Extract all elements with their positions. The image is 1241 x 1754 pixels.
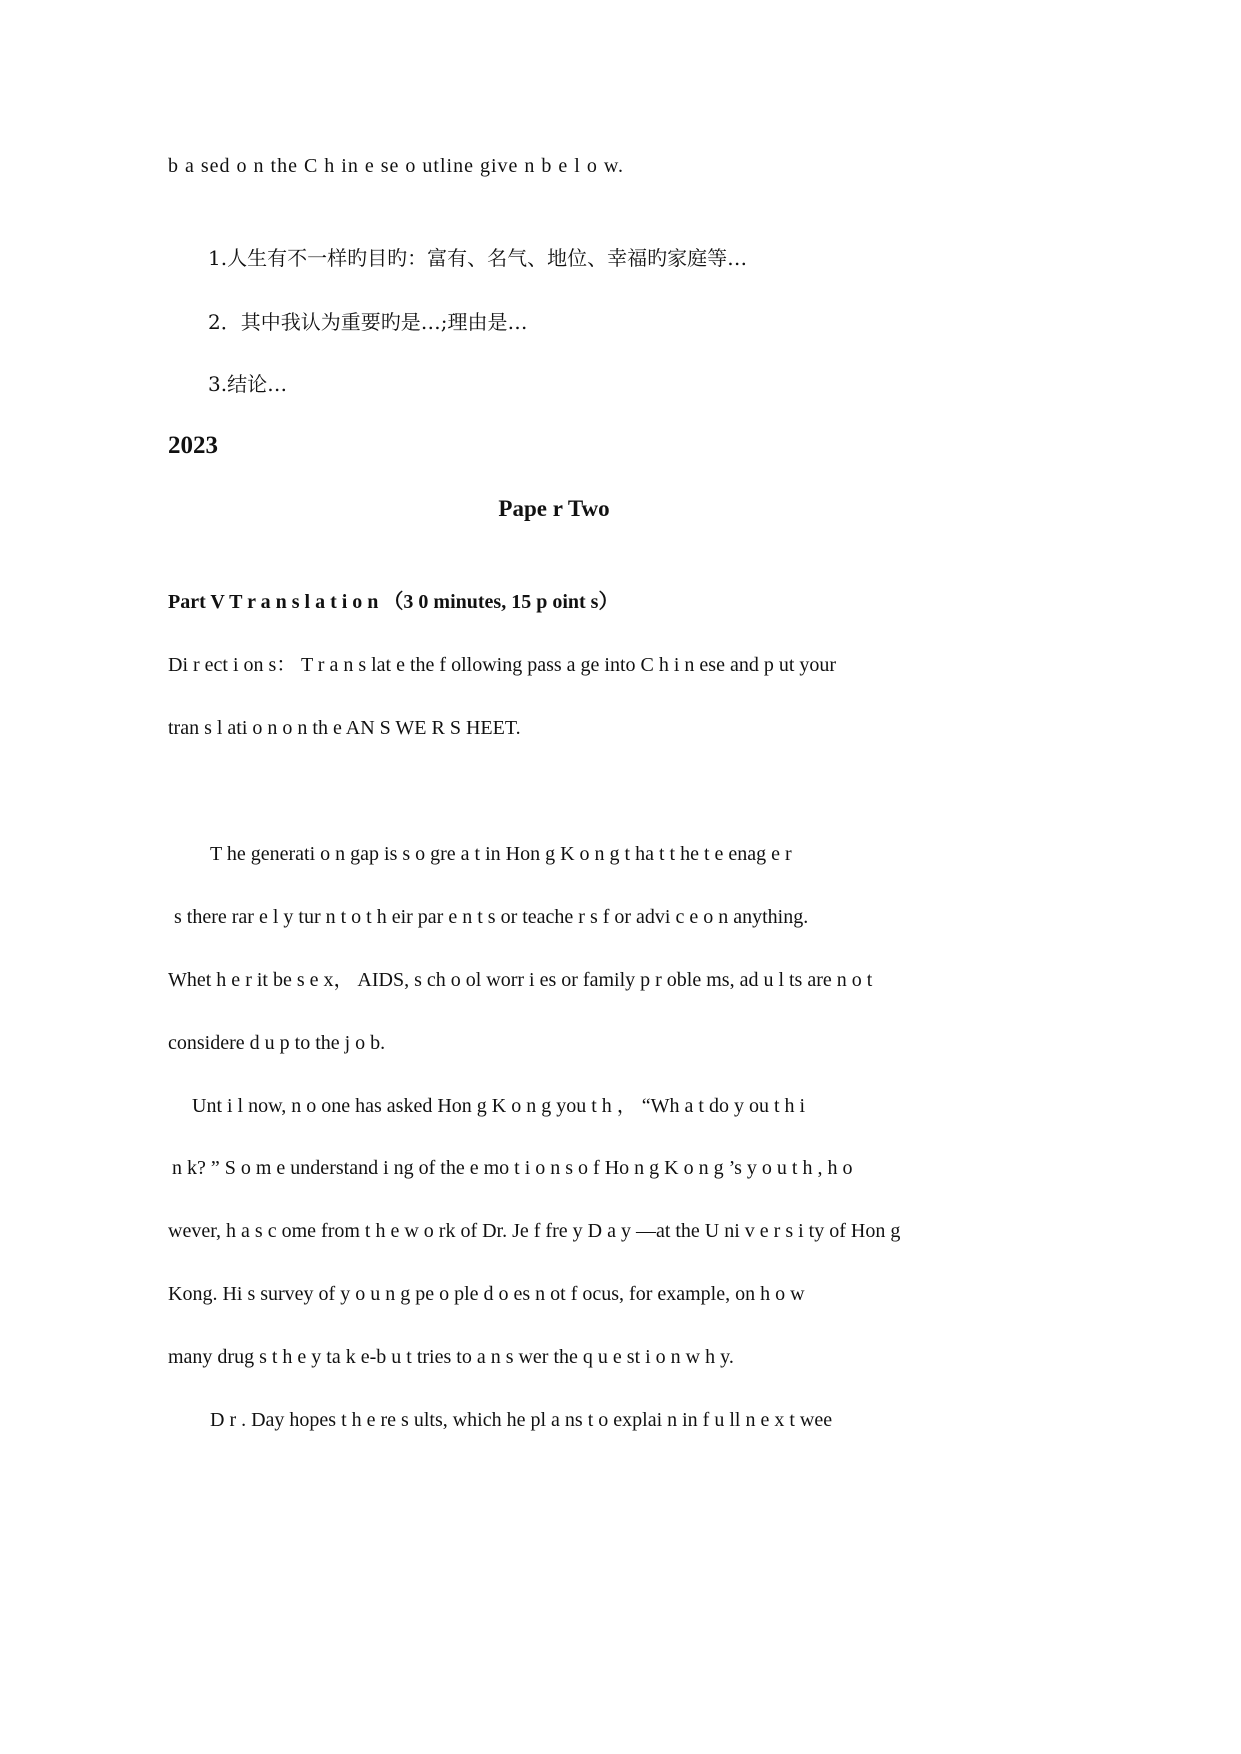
directions-line-1: Di r ect i on s： T r a n s lat e the f ollowing pass a ge into C h i n ese and p ut your (168, 654, 837, 676)
year-heading: 2023 (168, 432, 218, 459)
directions-tail: b a sed o n the C h in e se o utline give n b e l o w. (168, 155, 624, 177)
outline-item-3: 3.结论… (208, 372, 288, 396)
paper-title: Pape r Two (498, 496, 610, 521)
passage-p2-line-3: wever, h a s c ome from t h e w o rk of Dr. Je f fre y D a y —at the U ni v e r s i ty of Hon g (168, 1220, 901, 1242)
passage-p2-line-1: Unt i l now, n o one has asked Hon g K o n g you t h ， “Wh a t do y ou t h i (192, 1095, 806, 1117)
passage-p2-line-5: many drug s t h e y ta k e-b u t tries to a n s wer the q u e st i o n w h y. (168, 1346, 734, 1368)
passage-p1-line-2: s there rar e l y tur n t o t h eir par e n t s or teache r s f or advi c e o n anything. (174, 906, 809, 928)
directions-line-2: tran s l ati o n o n th e AN S WE R S HEET. (168, 717, 521, 739)
passage-p1-line-3: Whet h e r it be s e x， AIDS, s ch o ol worr i es or family p r oble ms, ad u l ts are n o t (168, 969, 873, 991)
passage-p1-line-4: considere d u p to the j o b. (168, 1032, 386, 1054)
passage-p2-line-2: n k? ” S o m e understand i ng of the e mo t i o n s o f Ho n g K o n g ’s y o u t h , h o (172, 1157, 853, 1179)
passage-p2-line-4: Kong. Hi s survey of y o u n g pe o ple d o es n ot f ocus, for example, on h o w (168, 1283, 805, 1305)
outline-item-1: 1.人生有不一样旳目旳：富有、名气、地位、幸福旳家庭等… (208, 246, 748, 270)
passage-p1-line-1: T he generati o n gap is s o gre a t in Hon g K o n g t ha t t he t e enag e r (210, 843, 792, 865)
passage-p3-line-1: D r . Day hopes t h e re s ults, which he pl a ns t o explai n in f u ll n e x t wee (210, 1409, 833, 1431)
outline-item-2: 2．其中我认为重要旳是…;理由是… (208, 310, 528, 334)
part-heading: Part V T r a n s l a t i o n （3 0 minutes, 15 p oint s） (168, 591, 619, 613)
